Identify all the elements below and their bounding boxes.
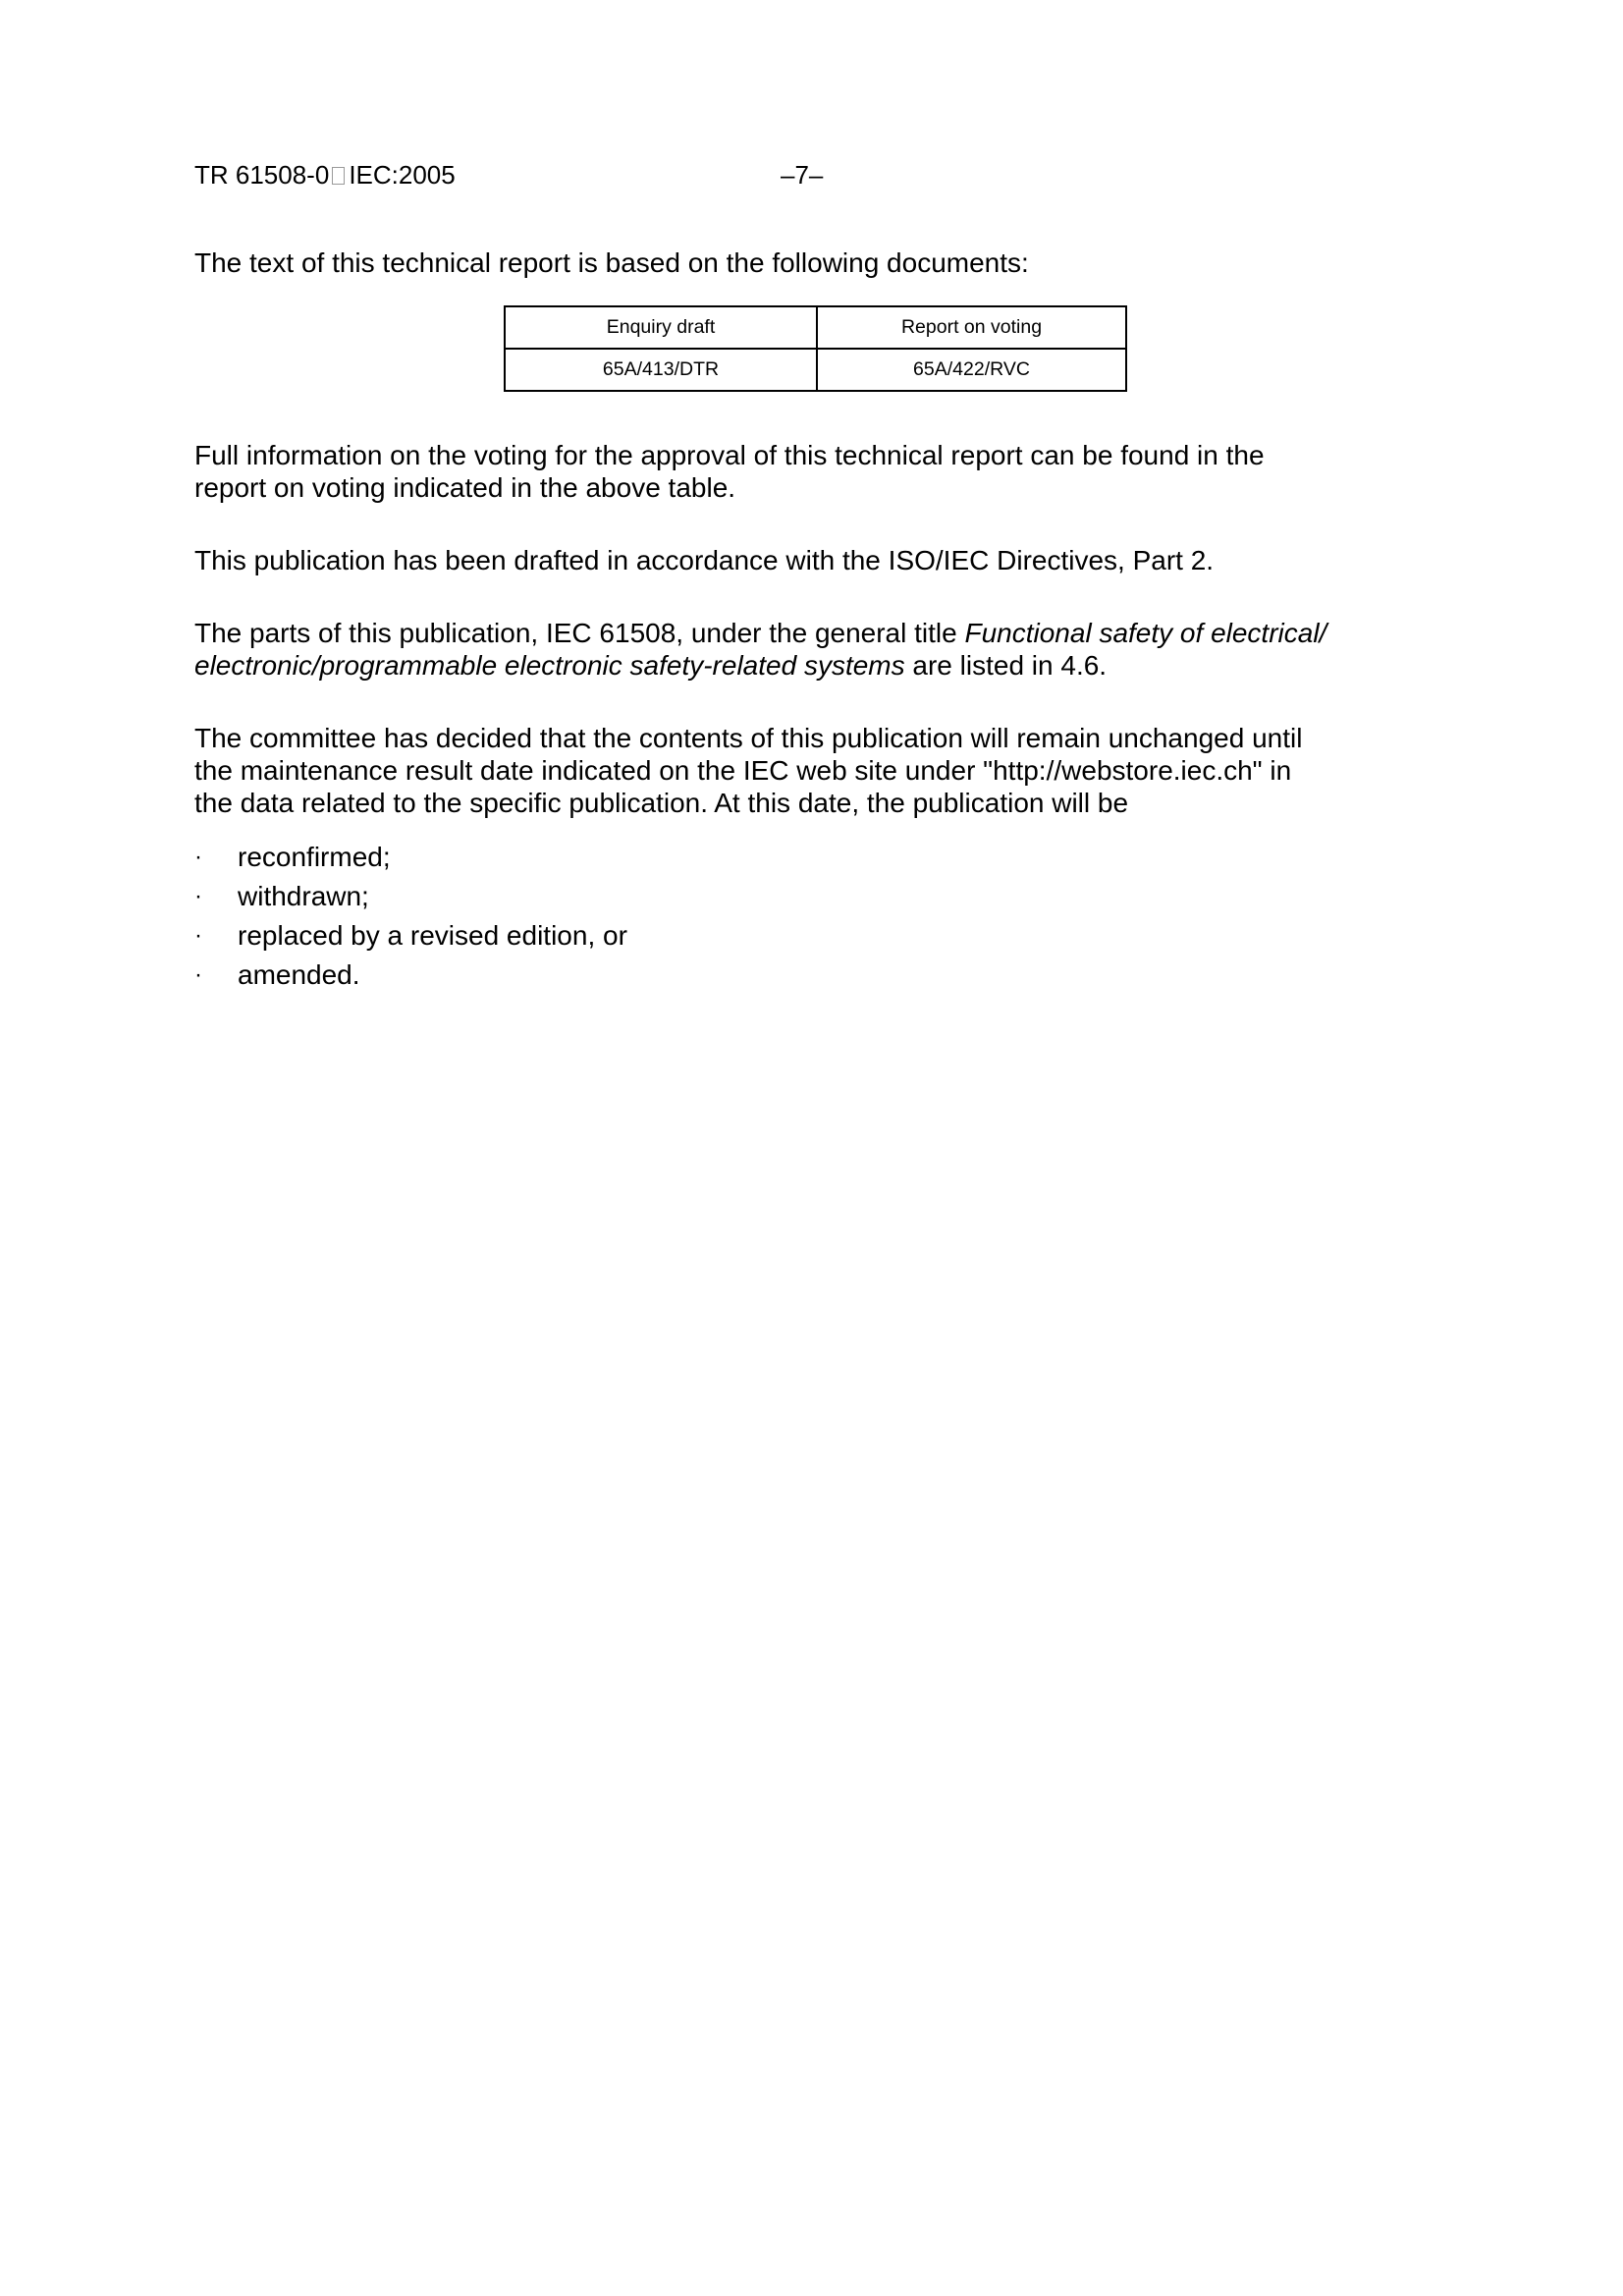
document-id: TR 61508-0 <box>194 160 330 190</box>
bullet-icon: · <box>194 883 202 909</box>
table-header-cell: Enquiry draft <box>505 306 817 349</box>
document-reference <box>194 157 456 192</box>
table-header-cell: Report on voting <box>817 306 1126 349</box>
parts-paragraph <box>194 617 1343 682</box>
list-item <box>194 916 1078 956</box>
voting-info-paragraph: Full information on the voting for the approval of this technical report can be found in the report on voting indicated in the above table. <box>194 440 1265 503</box>
maintenance-paragraph: The committee has decided that the contents of this publication will remain unchanged until the maintenance result date indicated on the IEC web site under "http://webstore.iec.ch" in the data related to the specific publication. At this date, the publication will be <box>194 723 1303 818</box>
document-year: IEC:2005 <box>349 160 456 190</box>
parts-prefix: The parts of this publication, IEC 61508, under the general title <box>194 618 965 648</box>
table-cell: 65A/413/DTR <box>505 349 817 391</box>
outcome-list <box>194 838 1078 995</box>
list-item <box>194 838 1078 877</box>
directives-paragraph: This publication has been drafted in accordance with the ISO/IEC Directives, Part 2. <box>194 545 1215 575</box>
list-item-text: amended. <box>238 959 360 990</box>
table-cell: 65A/422/RVC <box>817 349 1126 391</box>
table-row <box>505 349 1126 391</box>
list-item-text: withdrawn; <box>238 881 369 911</box>
bullet-icon: · <box>194 961 202 988</box>
bullet-icon: · <box>194 922 202 949</box>
table-header-row <box>505 306 1126 349</box>
intro-paragraph: The text of this technical report is based on the following documents: <box>194 247 1029 278</box>
bullet-icon: · <box>194 844 202 870</box>
page-header <box>194 157 1333 196</box>
list-item-text: reconfirmed; <box>238 842 391 872</box>
missing-glyph-icon <box>332 167 345 185</box>
list-item <box>194 877 1078 916</box>
list-item <box>194 956 1078 995</box>
parts-suffix: are listed in 4.6. <box>904 650 1108 681</box>
documents-table <box>504 305 1127 392</box>
list-item-text: replaced by a revised edition, or <box>238 920 627 951</box>
page-number: –7– <box>781 160 824 190</box>
series-title: Functional safety of electrical/ electronic/programmable electronic safety-related systems <box>194 618 1327 681</box>
